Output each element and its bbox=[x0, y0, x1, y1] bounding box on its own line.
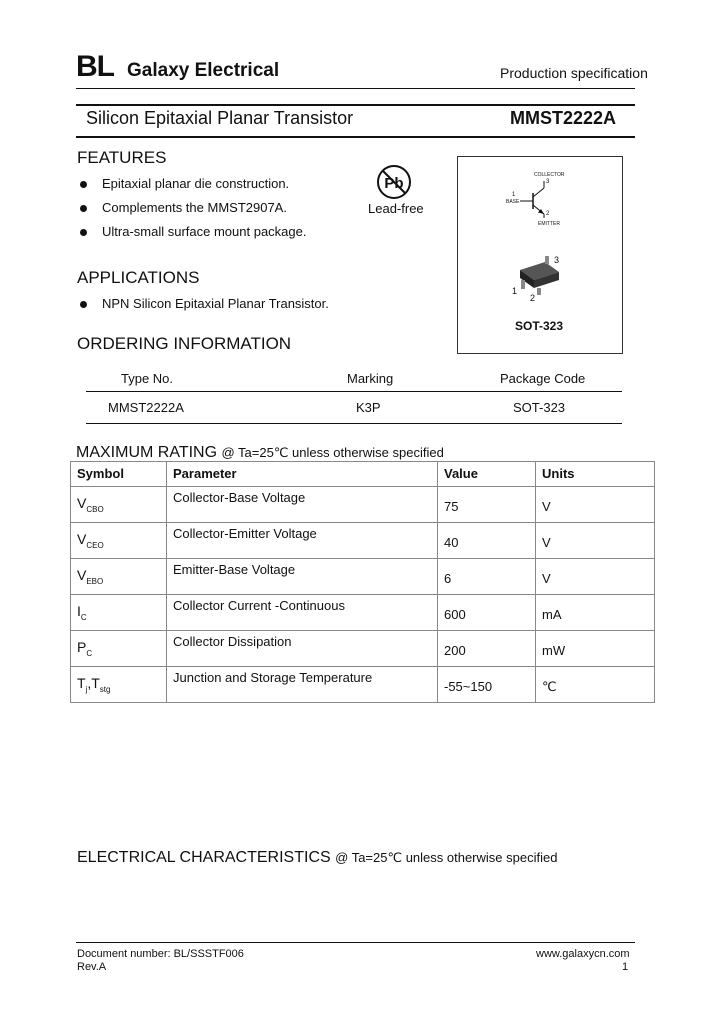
applications-list bbox=[77, 296, 329, 320]
max-rating-table bbox=[70, 461, 655, 703]
bullet-icon bbox=[80, 229, 87, 236]
cell-unit: mW bbox=[536, 631, 655, 667]
ordering-heading: ORDERING INFORMATION bbox=[77, 334, 292, 353]
table-row bbox=[71, 523, 655, 559]
list-item: Complements the MMST2907A. bbox=[77, 200, 306, 224]
col-units: Units bbox=[536, 462, 655, 487]
col-marking: Marking bbox=[347, 366, 500, 392]
website: www.galaxycn.com bbox=[536, 948, 630, 960]
bullet-icon bbox=[80, 181, 87, 188]
header-divider bbox=[76, 88, 635, 89]
pin2-label: 2 bbox=[530, 293, 536, 302]
page-number: 1 bbox=[622, 961, 629, 973]
cell-unit: ℃ bbox=[536, 667, 655, 703]
sot323-package-icon bbox=[505, 252, 575, 302]
cell-unit: V bbox=[536, 523, 655, 559]
features-heading: FEATURES bbox=[77, 148, 167, 167]
cell-parameter: Emitter-Base Voltage bbox=[167, 559, 438, 595]
col-package-code: Package Code bbox=[500, 366, 622, 392]
cell-symbol: $P_C$ bbox=[71, 631, 167, 667]
title-rule-top bbox=[76, 104, 635, 106]
max-rating-condition: @ Ta=25℃ unless otherwise specified bbox=[221, 445, 444, 460]
col-symbol: Symbol bbox=[71, 462, 167, 487]
cell-parameter: Collector-Base Voltage bbox=[167, 487, 438, 523]
cell-value: 600 bbox=[438, 595, 536, 631]
bullet-icon bbox=[80, 301, 87, 308]
emitter-label: EMITTER bbox=[538, 221, 560, 227]
col-type-no: Type No. bbox=[86, 366, 347, 392]
cell-value: 40 bbox=[438, 523, 536, 559]
document-title: Silicon Epitaxial Planar Transistor bbox=[86, 108, 354, 128]
part-number: MMST2222A bbox=[510, 108, 617, 128]
company-logo-bl: BL bbox=[76, 50, 114, 83]
lead-free-label: Lead-free bbox=[368, 201, 424, 216]
table-row bbox=[71, 559, 655, 595]
lead-free-icon bbox=[375, 163, 413, 201]
applications-heading: APPLICATIONS bbox=[77, 268, 200, 287]
cell-symbol: $V_{EBO}$ bbox=[71, 559, 167, 595]
lead-free-symbol: Pb bbox=[384, 175, 404, 192]
cell-symbol: $I_C$ bbox=[71, 595, 167, 631]
table-row bbox=[71, 631, 655, 667]
spec-type: Production specification bbox=[500, 65, 648, 81]
cell-value: 200 bbox=[438, 631, 536, 667]
cell-parameter: Collector Dissipation bbox=[167, 631, 438, 667]
electrical-heading: ELECTRICAL CHARACTERISTICS @ Ta=25℃ unless otherwise specified bbox=[77, 849, 558, 866]
ordering-table bbox=[86, 366, 622, 424]
table-row bbox=[71, 667, 655, 703]
cell-symbol: $V_{CBO}$ bbox=[71, 487, 167, 523]
title-rule-bottom bbox=[76, 136, 635, 138]
cell-parameter: Collector Current -Continuous bbox=[167, 595, 438, 631]
cell-value: 6 bbox=[438, 559, 536, 595]
pin-label-emitter: 2 bbox=[546, 211, 550, 217]
base-label: BASE bbox=[506, 199, 520, 205]
table-header-row bbox=[71, 462, 655, 487]
list-item: Epitaxial planar die construction. bbox=[77, 176, 306, 200]
table-row bbox=[71, 595, 655, 631]
features-list bbox=[77, 176, 306, 248]
table-header-row bbox=[86, 366, 622, 392]
cell-symbol: $V_{CEO}$ bbox=[71, 523, 167, 559]
table-row bbox=[86, 392, 622, 424]
cell-type-no: MMST2222A bbox=[86, 392, 347, 424]
bullet-icon bbox=[80, 205, 87, 212]
table-row bbox=[71, 487, 655, 523]
package-name: SOT-323 bbox=[515, 319, 564, 333]
cell-unit: V bbox=[536, 487, 655, 523]
cell-unit: V bbox=[536, 559, 655, 595]
pin-label-base: 1 bbox=[512, 192, 516, 198]
revision: Rev.A bbox=[77, 961, 107, 973]
pin1-label: 1 bbox=[512, 286, 518, 296]
cell-value: 75 bbox=[438, 487, 536, 523]
cell-parameter: Junction and Storage Temperature bbox=[167, 667, 438, 703]
cell-marking: K3P bbox=[347, 392, 500, 424]
document-number: Document number: BL/SSSTF006 bbox=[77, 948, 244, 960]
pin3-label: 3 bbox=[554, 255, 560, 265]
company-name: Galaxy Electrical bbox=[127, 60, 280, 81]
transistor-schematic-icon bbox=[500, 168, 576, 228]
cell-parameter: Collector-Emitter Voltage bbox=[167, 523, 438, 559]
col-parameter: Parameter bbox=[167, 462, 438, 487]
col-value: Value bbox=[438, 462, 536, 487]
list-item: Ultra-small surface mount package. bbox=[77, 224, 306, 248]
collector-label: COLLECTOR bbox=[534, 172, 565, 178]
cell-symbol: $T_j,T_{stg}$ bbox=[71, 667, 167, 703]
cell-value: -55~150 bbox=[438, 667, 536, 703]
cell-unit: mA bbox=[536, 595, 655, 631]
electrical-condition: @ Ta=25℃ unless otherwise specified bbox=[335, 850, 558, 865]
max-rating-heading: MAXIMUM RATING @ Ta=25℃ unless otherwise specified bbox=[76, 444, 444, 461]
list-item: NPN Silicon Epitaxial Planar Transistor. bbox=[77, 296, 329, 320]
cell-package-code: SOT-323 bbox=[500, 392, 622, 424]
pin-label-collector: 3 bbox=[546, 179, 550, 185]
footer-divider bbox=[76, 942, 635, 943]
